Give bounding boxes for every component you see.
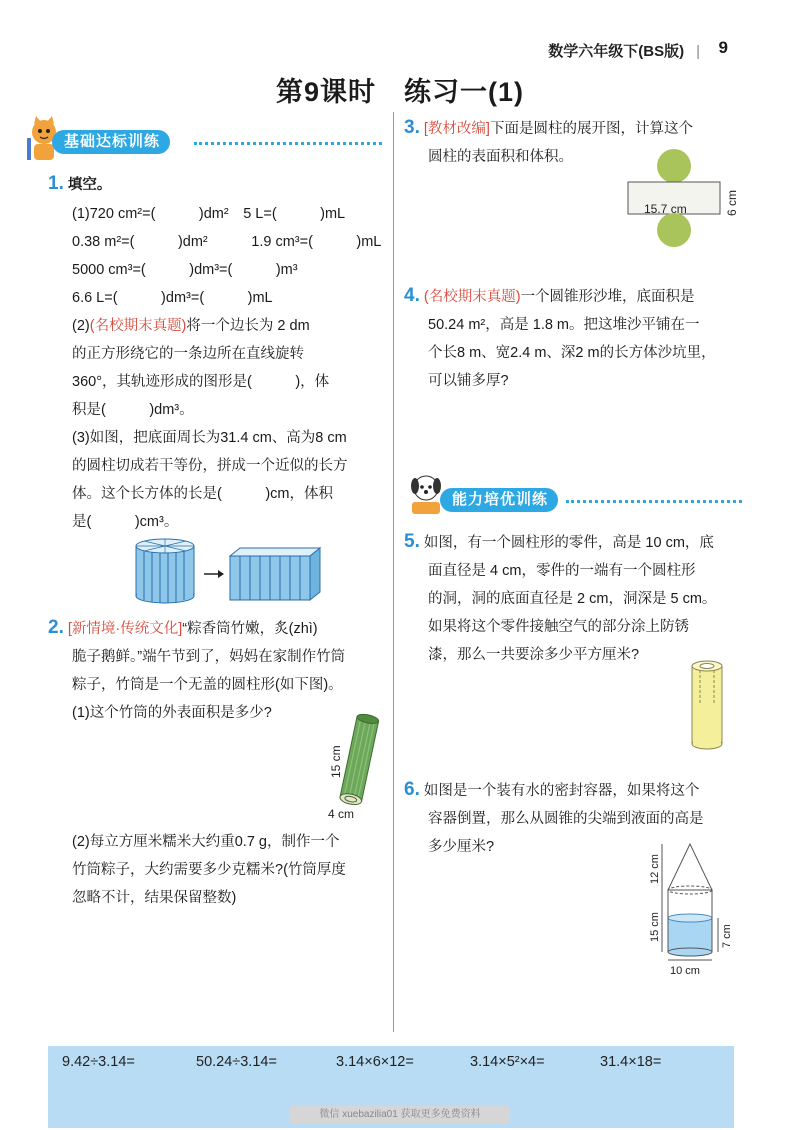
section-title-basic: 基础达标训练 (52, 130, 170, 154)
question-heading: 填空。 (67, 177, 112, 193)
section-title-advanced: 能力培优训练 (440, 488, 558, 512)
question-number: 3. (404, 117, 420, 138)
exercise-item: 50.24÷3.14= (196, 1054, 277, 1070)
q1-line: 0.38 m²=( )dm² 1.9 cm³=( )mL (72, 234, 382, 250)
bamboo-tube-figure (318, 710, 390, 822)
q3-line: 下面是圆柱的展开图，计算这个 (489, 121, 693, 137)
hollow-cylinder-figure (688, 654, 728, 754)
height-label: 15 cm (329, 745, 343, 778)
diameter-label: 4 cm (328, 807, 355, 821)
q1-body (72, 200, 392, 536)
banner-dots (566, 500, 742, 503)
width-label: 15.7 cm (644, 202, 687, 216)
source-tag: [新情境·传统文化] (67, 621, 183, 637)
book-title: 数学六年级下(BS版) (548, 43, 685, 60)
q2-line: 忽略不计，结果保留整数) (72, 890, 237, 906)
q5-line: 面直径是 4 cm，零件的一端有一个圆柱形 (428, 563, 696, 579)
question-number: 4. (404, 285, 420, 306)
q1-line: 6.6 L=( )dm³=( )mL (72, 290, 273, 306)
q1-part2-prefix: (2) (72, 318, 90, 334)
cylinder-to-cuboid-figure (130, 536, 330, 604)
q6-line: 多少厘米? (428, 839, 495, 855)
height-label: 6 cm (725, 189, 739, 216)
header-separator: | (696, 43, 700, 60)
q5-line: 漆，那么一共要涂多少平方厘米? (428, 647, 640, 663)
q1-line: 是( )cm³。 (72, 514, 179, 530)
section-banner-basic (22, 124, 384, 158)
cone-cylinder-container-figure (640, 840, 740, 980)
q1-line: 体。这个长方体的长是( )cm，体积 (72, 486, 333, 502)
cylinder-net-figure (622, 148, 742, 250)
water-height-label: 7 cm (721, 924, 733, 948)
question-number: 6. (404, 779, 420, 800)
q5-line: 的洞，洞的底面直径是 2 cm，洞深是 5 cm。 (428, 591, 717, 607)
q2-line: 脆子鹅鲜。”端午节到了，妈妈在家制作竹筒 (72, 649, 346, 665)
q2-sub1: (1)这个竹筒的外表面积是多少? (72, 705, 272, 721)
source-tag: [教材改编] (423, 121, 490, 137)
exercise-item: 3.14×5²×4= (470, 1054, 545, 1070)
q1-line: (3)如图，把底面周长为31.4 cm、高为8 cm (72, 430, 347, 446)
q1-line: 5000 cm³=( )dm³=( )m³ (72, 262, 298, 278)
q1-part2 (72, 312, 392, 340)
sliced-cylinder (136, 539, 194, 603)
q1-line: 积是( )dm³。 (72, 402, 194, 418)
cone-height-label: 12 cm (649, 854, 661, 884)
banner-dots (194, 142, 382, 145)
question-4 (404, 282, 744, 395)
q4-line: 50.24 m²，高是 1.8 m。把这堆沙平铺在一 (428, 317, 700, 333)
source-tag: (名校期末真题) (89, 318, 187, 334)
q2-line: 竹筒粽子，大约需要多少克糯米?(竹筒厚度 (72, 862, 346, 878)
question-1 (48, 170, 388, 199)
exercise-item: 31.4×18= (600, 1054, 662, 1070)
q3-line: 圆柱的表面积和体积。 (428, 149, 573, 165)
q1-line: (1)720 cm²=( )dm² 5 L=( )mL (72, 206, 346, 222)
q1-line: 将一个边长为 2 dm (186, 318, 310, 334)
book-header (548, 40, 712, 61)
q4-line: 可以铺多厚? (428, 373, 509, 389)
page-number: 9 (718, 38, 728, 57)
q5-line: 如果将这个零件接触空气的部分涂上防锈 (428, 619, 689, 635)
column-divider (393, 112, 394, 1032)
q4-line: 个长8 m、宽2.4 m、深2 m的长方体沙坑里， (428, 345, 716, 361)
q2-line: (2)每立方厘米糯米大约重0.7 g，制作一个 (72, 834, 340, 850)
section-banner-advanced (404, 482, 744, 516)
q1-line: 的正方形绕它的一条边所在直线旋转 (72, 346, 304, 362)
q1-line: 360°，其轨迹形成的图形是( )，体 (72, 374, 330, 390)
question-5 (404, 528, 749, 669)
diameter-label: 10 cm (670, 965, 700, 977)
exercise-item: 9.42÷3.14= (62, 1054, 135, 1070)
q1-line: 的圆柱切成若干等份，拼成一个近似的长方 (72, 458, 348, 474)
q2-line: “粽香筒竹嫩，炙(zhì) (182, 621, 318, 637)
q6-line: 容器倒置，那么从圆锥的尖端到液面的高是 (428, 811, 704, 827)
arrow-icon (204, 570, 224, 578)
q2-part2 (72, 828, 392, 912)
source-tag: (名校期末真题) (423, 289, 521, 305)
approx-cuboid (230, 548, 320, 600)
exercise-item: 3.14×6×12= (336, 1054, 414, 1070)
q4-line: 一个圆锥形沙堆，底面积是 (520, 289, 695, 305)
question-number: 1. (48, 173, 64, 194)
question-number: 2. (48, 617, 64, 638)
page-title: 第9课时 练习一(1) (275, 77, 524, 107)
cylinder-height-label: 15 cm (649, 912, 661, 942)
watermark: 微信 xuebazilia01 获取更多免费资料 (290, 1106, 510, 1124)
q5-line: 如图，有一个圆柱形的零件，高是 10 cm，底 (423, 535, 714, 551)
q6-line: 如图是一个装有水的密封容器，如果将这个 (423, 783, 700, 799)
q2-line: 粽子，竹筒是一个无盖的圆柱形(如下图)。 (72, 677, 343, 693)
question-number: 5. (404, 531, 420, 552)
